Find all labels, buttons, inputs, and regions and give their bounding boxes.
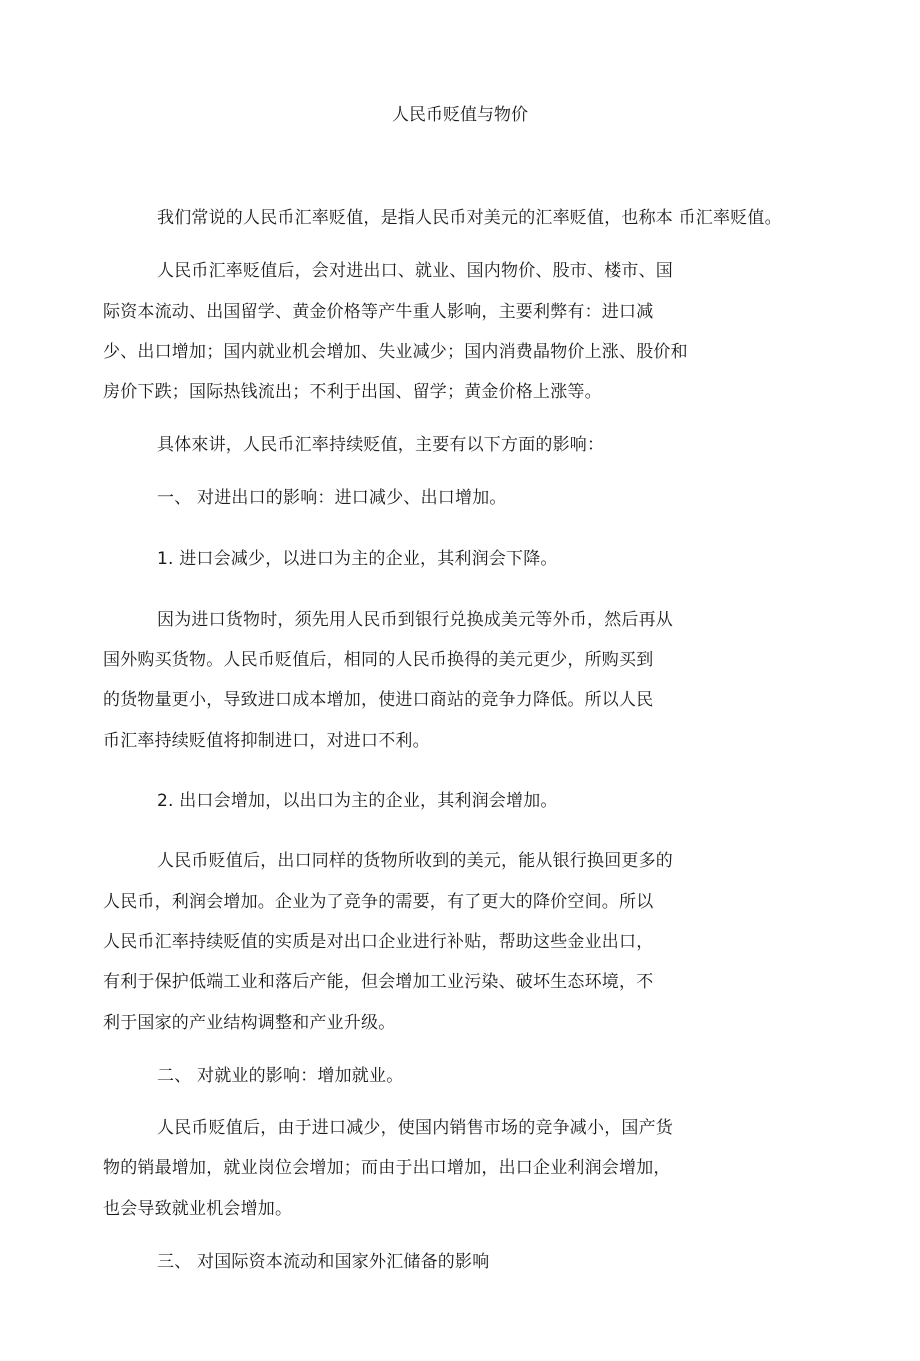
- paragraph-line: 物的销最增加，就业岗位会增加；而由于出口增加，出口企业利润会增加，: [103, 1158, 671, 1178]
- paragraph-line: 的货物量更小，导致进口成本增加，使进口商站的竞争力降低。所以人民: [103, 690, 654, 710]
- paragraph-line: 国外购买货物。人民币贬值后，相同的人民币换得的美元更少，所购买到: [103, 650, 654, 670]
- paragraph-line: 利于国家的产业结构调整和产业升级。: [103, 1013, 396, 1033]
- paragraph-line: 际资本流动、出国留学、黄金价格等产牛重人影响，主要利弊有：进口减: [103, 302, 654, 322]
- section-heading: 三、 对国际资本流动和国家外汇储备的影响: [157, 1252, 490, 1272]
- paragraph-line: 我们常说的人民币汇率贬值，是指人民币对美元的汇率贬值，也称本 币汇率贬值。: [157, 208, 782, 228]
- document-title: 人民币贬值与物价: [392, 105, 528, 125]
- subsection-heading: 2. 出口会增加，以出口为主的企业，其利润会增加。: [157, 791, 558, 811]
- paragraph-line: 人民币贬值后，出口同样的货物所收到的美元，能从银行换回更多的: [157, 851, 673, 871]
- paragraph-line: 也会导致就业机会增加。: [103, 1199, 293, 1219]
- paragraph-line: 人民币，利润会增加。企业为了竞争的需要，有了更大的降价空间。所以: [103, 892, 654, 912]
- section-heading: 一、 对进出口的影响：进口减少、出口增加。: [157, 488, 507, 508]
- paragraph-line: 人民币汇率贬值后，会对进出口、就业、国内物价、股市、楼市、国: [157, 261, 673, 281]
- section-heading: 二、 对就业的影响：增加就业。: [157, 1066, 404, 1086]
- paragraph-line: 房价下跌；国际热钱流出；不利于出国、留学；黄金价格上涨等。: [103, 382, 602, 402]
- paragraph-line: 人民币贬值后，由于进口减少，使国内销售市场的竞争减小，国产货: [157, 1118, 673, 1138]
- paragraph-line: 具体來讲，人民币汇率持续贬值，主要有以下方面的影响：: [157, 435, 605, 455]
- paragraph-line: 有利于保护低端工业和落后产能，但会增加工业污染、破坏生态环境，不: [103, 972, 654, 992]
- paragraph-line: 人民币汇率持续贬值的实质是对出口企业进行补贴，帮助这些金业出口，: [103, 932, 654, 952]
- subsection-heading: 1. 进口会减少，以进口为主的企业，其利润会下降。: [157, 549, 558, 569]
- paragraph-line: 少、出口增加；国内就业机会增加、失业减少；国内消费晶物价上涨、股价和: [103, 342, 688, 362]
- paragraph-line: 因为进口货物时，须先用人民币到银行兑换成美元等外币，然后再从: [157, 610, 673, 630]
- paragraph-line: 币汇率持续贬值将抑制进口，对进口不利。: [103, 731, 430, 751]
